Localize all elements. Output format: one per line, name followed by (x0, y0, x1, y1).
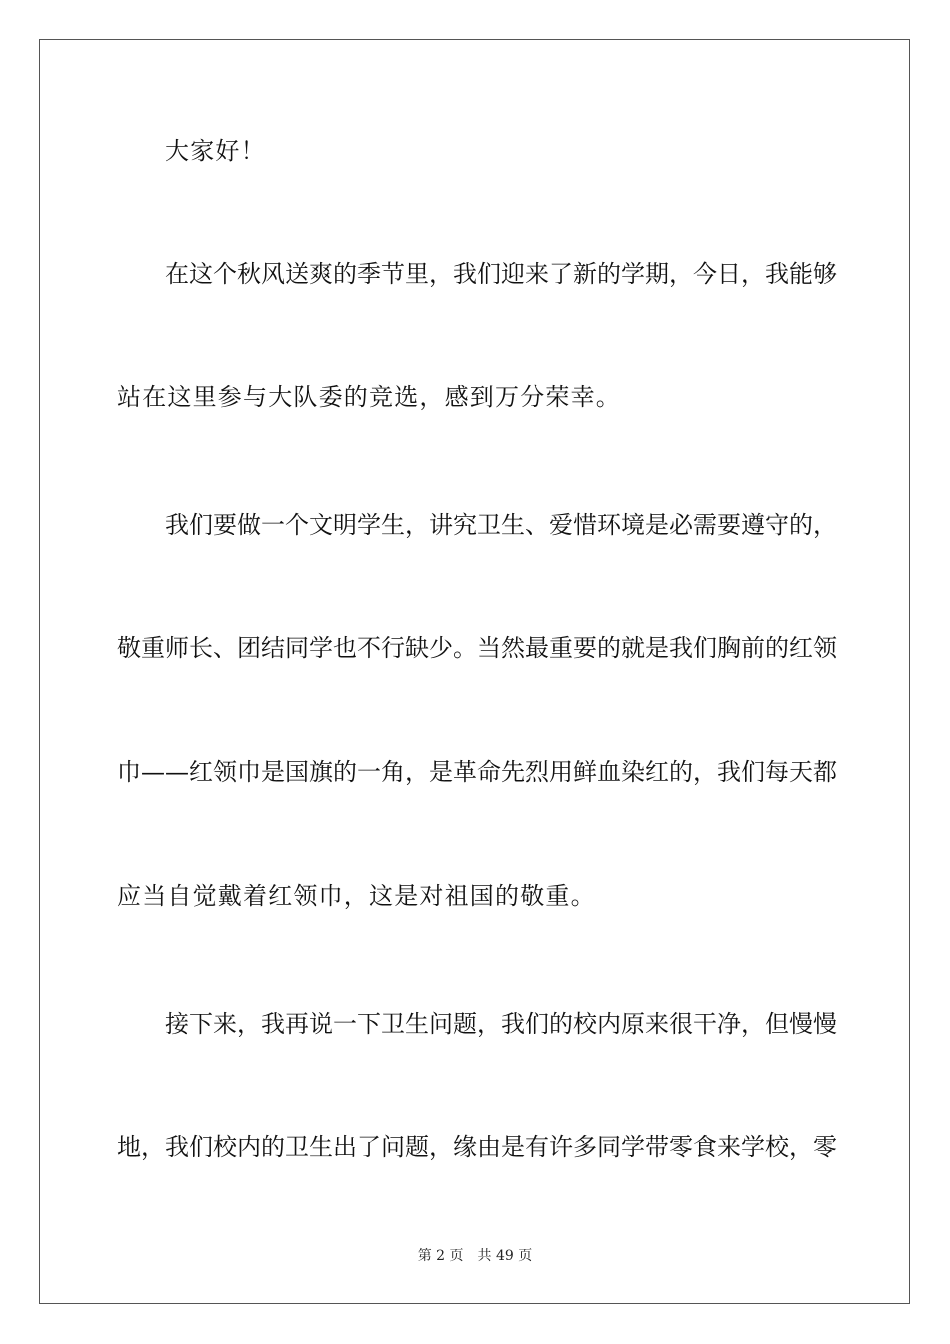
paragraph-2-line-1: 我们要做一个文明学生，讲究卫生、爱惜环境是必需要遵守的， (165, 511, 837, 539)
paragraph-1-line-1: 在这个秋风送爽的季节里，我们迎来了新的学期，今日，我能够 (165, 260, 837, 288)
page-border (39, 39, 910, 1304)
paragraph-2-line-3: 巾——红领巾是国旗的一角，是革命先烈用鲜血染红的，我们每天都 (117, 758, 837, 786)
paragraph-3-line-2: 地，我们校内的卫生出了问题，缘由是有许多同学带零食来学校，零 (117, 1133, 837, 1161)
paragraph-2-line-2: 敬重师长、团结同学也不行缺少。当然最重要的就是我们胸前的红领 (117, 634, 837, 662)
page-number: 第 2 页 (417, 1248, 464, 1264)
paragraph-3-line-1: 接下来，我再说一下卫生问题，我们的校内原来很干净，但慢慢 (165, 1010, 837, 1038)
page-total: 共 49 页 (477, 1248, 533, 1264)
paragraph-1-line-2: 站在这里参与大队委的竞选，感到万分荣幸。 (117, 383, 621, 411)
greeting-line: 大家好！ (165, 137, 266, 165)
paragraph-2-line-4: 应当自觉戴着红领巾，这是对祖国的敬重。 (117, 882, 596, 910)
page-footer (0, 1247, 950, 1265)
